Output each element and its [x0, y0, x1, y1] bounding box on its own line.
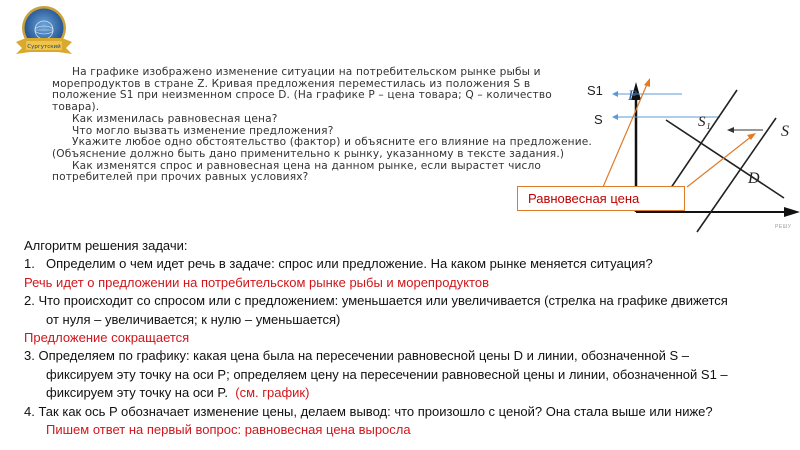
task-paragraph: Укажите любое одно обстоятельство (фактор) и объясните его влияние на предложение. (Объяснение должно быть дано применительно к рынку, указанному в тексте задания.) — [52, 136, 592, 160]
q-axis-arrow-icon — [784, 207, 800, 217]
curve-s-label: S — [781, 123, 789, 140]
supply-curve-s — [697, 118, 776, 232]
answer-2: Предложение сокращается — [24, 330, 190, 346]
task-paragraph: Как изменилась равновесная цена? — [72, 112, 278, 125]
step-1-text: Определим о чем идет речь в задаче: спрос или предложение. На каком рынке меняется ситуация? — [46, 256, 653, 272]
marker-s1-label: S1 — [587, 83, 603, 98]
step-1-number: 1. — [24, 256, 35, 272]
marker-s-label: S — [594, 112, 603, 127]
curve-d-label: D — [748, 170, 760, 187]
step-3-line-3-text: фиксируем эту точку на оси P. — [46, 385, 229, 401]
task-text — [52, 67, 592, 184]
axis-p-label: P — [628, 88, 638, 104]
step-1 — [24, 255, 794, 273]
algorithm-title: Алгоритм решения задачи: — [24, 238, 188, 253]
see-graph-ref: (см. график) — [235, 385, 310, 401]
task-paragraph: Что могло вызвать изменение предложения? — [72, 124, 334, 137]
solution-algorithm — [24, 237, 794, 439]
svg-text:Сургутский: Сургутский — [27, 44, 61, 50]
step-3-line-3 — [24, 384, 794, 402]
watermark: РЕШУ — [775, 224, 792, 230]
step-3-line-1: 3. Определяем по графику: какая цена была на пересечении равновесной цены D и линии, обозначенной S – — [24, 348, 690, 364]
school-emblem-icon — [12, 4, 76, 62]
answer-1: Речь идет о предложении на потребительском рынке рыбы и морепродуктов — [24, 274, 490, 290]
step-4: 4. Так как ось P обозначает изменение цены, делаем вывод: что произошло с ценой? Она стала выше или ниже? — [24, 403, 713, 419]
step-3-line-2: фиксируем эту точку на оси P; определяем цену на пересечении равновесной цены и линии, обозначенной S1 – — [46, 366, 728, 382]
equilibrium-price-callout: Равновесная цена — [517, 186, 685, 211]
step-2-line-2: от нуля – увеличивается; к нулю – уменьшается) — [46, 311, 341, 327]
task-paragraph: Как изменятся спрос и равновесная цена на данном рынке, если вырастет число потребителей при прочих равных условиях? — [52, 159, 542, 184]
curve-s1-label: S₁ — [698, 114, 711, 130]
school-logo — [12, 4, 76, 62]
step-2-line-1: 2. Что происходит со спросом или с предложением: уменьшается или увеличивается (стрелка на графике движется — [24, 293, 728, 309]
task-paragraph: На графике изображено изменение ситуации на потребительском рынке рыбы и морепродуктов в стране Z. Кривая предложения переместилась из положения S в положение S1 при неизменном спросе D. (На графике P – цена товара; Q – количество товара). — [52, 66, 552, 114]
shift-left-arrow-icon — [727, 127, 734, 133]
answer-4: Пишем ответ на первый вопрос: равновесная цена выросла — [46, 422, 411, 438]
supply-demand-graph — [570, 70, 800, 240]
